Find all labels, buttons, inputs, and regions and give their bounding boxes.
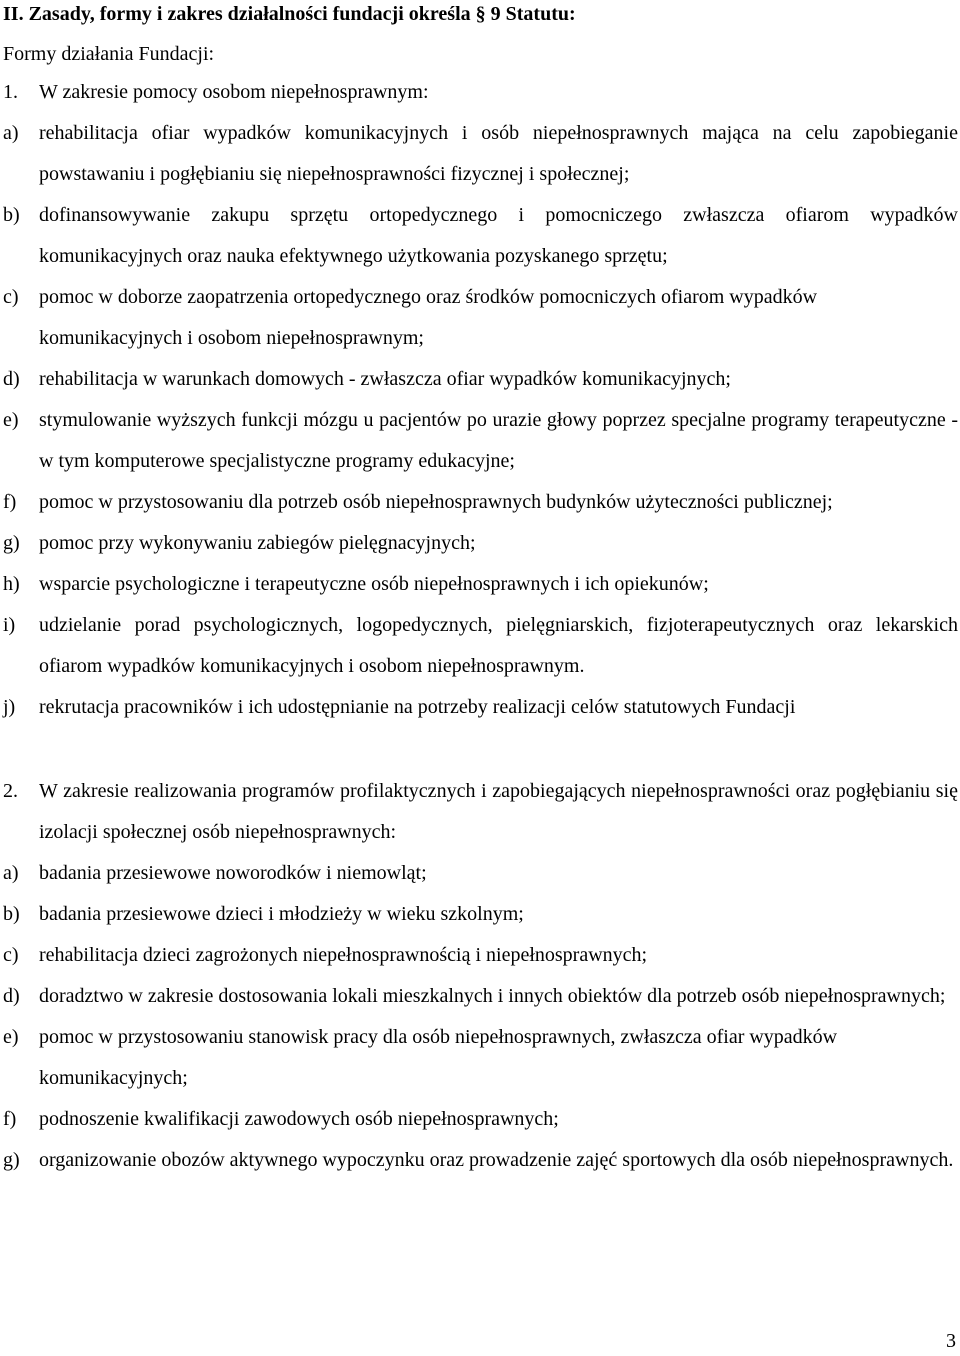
section-2-title	[0, 771, 960, 853]
list-item-text: doradztwo w zakresie dostosowania lokali mieszkalnych i innych obiektów dla potrzeb osób niepełnosprawnych;	[39, 985, 946, 1007]
list-item-text: dofinansowywanie zakupu sprzętu ortopedycznego i pomocniczego zwłaszcza ofiarom wypadków komunikacyjnych oraz nauka efektywnego użytkowania pozyskanego sprzętu;	[39, 204, 958, 267]
list-item	[0, 400, 960, 482]
list-marker: f)	[3, 491, 17, 513]
list-item	[0, 523, 960, 564]
list-marker: c)	[3, 944, 19, 966]
list-marker: a)	[3, 122, 19, 144]
list-item-text: organizowanie obozów aktywnego wypoczynku oraz prowadzenie zajęć sportowych dla osób niepełnosprawnych.	[39, 1149, 954, 1171]
list-item-text: rehabilitacja ofiar wypadków komunikacyjnych i osób niepełnosprawnych mająca na celu zapobieganie powstawaniu i pogłębianiu się niepełnosprawności fizycznej i społecznej;	[39, 122, 958, 185]
list-item-text: rehabilitacja w warunkach domowych - zwłaszcza ofiar wypadków komunikacyjnych;	[39, 368, 731, 390]
section-1	[0, 72, 960, 728]
list-item	[0, 1099, 960, 1140]
list-item	[0, 564, 960, 605]
list-item	[0, 1140, 960, 1181]
list-item	[0, 1017, 960, 1099]
list-marker: b)	[3, 204, 20, 226]
list-item-text: pomoc w doborze zaopatrzenia ortopedycznego oraz środków pomocniczych ofiarom wypadków komunikacyjnych i osobom niepełnosprawnym;	[39, 286, 818, 349]
list-marker: i)	[3, 614, 16, 636]
list-marker: g)	[3, 1149, 20, 1171]
section-1-title	[0, 72, 960, 113]
list-marker: f)	[3, 1108, 17, 1130]
section-heading: II. Zasady, formy i zakres działalności fundacji określa § 9 Statutu:	[3, 3, 576, 25]
list-marker: j)	[3, 696, 16, 718]
list-item-text: wsparcie psychologiczne i terapeutyczne osób niepełnosprawnych i ich opiekunów;	[39, 573, 709, 595]
list-marker: d)	[3, 985, 20, 1007]
list-item-text: badania przesiewowe noworodków i niemowląt;	[39, 862, 427, 884]
list-item	[0, 195, 960, 277]
list-item	[0, 113, 960, 195]
list-marker: h)	[3, 573, 20, 595]
section-2-number: 2.	[3, 780, 18, 802]
list-marker: c)	[3, 286, 19, 308]
list-item	[0, 277, 960, 359]
list-item	[0, 482, 960, 523]
list-item	[0, 687, 960, 728]
list-marker: b)	[3, 903, 20, 925]
list-marker: e)	[3, 1026, 19, 1048]
section-2	[0, 771, 960, 1181]
subheading: Formy działania Fundacji:	[3, 43, 215, 65]
list-item-text: podnoszenie kwalifikacji zawodowych osób niepełnosprawnych;	[39, 1108, 559, 1130]
list-item-text: pomoc w przystosowaniu stanowisk pracy dla osób niepełnosprawnych, zwłaszcza ofiar wypadków komunikacyjnych;	[39, 1026, 838, 1089]
section-1-title-text: W zakresie pomocy osobom niepełnosprawnym:	[39, 81, 429, 103]
list-marker: g)	[3, 532, 20, 554]
list-item	[0, 359, 960, 400]
list-item-text: stymulowanie wyższych funkcji mózgu u pacjentów po urazie głowy poprzez specjalne programy terapeutyczne - w tym komputerowe specjalistyczne programy edukacyjne;	[39, 409, 958, 472]
list-item-text: udzielanie porad psychologicznych, logopedycznych, pielęgniarskich, fizjoterapeutycznych oraz lekarskich ofiarom wypadków komunikacyjnych i osobom niepełnosprawnym.	[39, 614, 958, 677]
list-item-text: badania przesiewowe dzieci i młodzieży w wieku szkolnym;	[39, 903, 524, 925]
list-item	[0, 853, 960, 894]
list-marker: e)	[3, 409, 19, 431]
list-marker: a)	[3, 862, 19, 884]
list-item	[0, 894, 960, 935]
list-item-text: rekrutacja pracowników i ich udostępnianie na potrzeby realizacji celów statutowych Fundacji	[39, 696, 796, 718]
list-marker: d)	[3, 368, 20, 390]
section-2-title-text: W zakresie realizowania programów profilaktycznych i zapobiegających niepełnosprawności oraz pogłębianiu się izolacji społecznej osób niepełnosprawnych:	[39, 780, 958, 843]
section-1-number: 1.	[3, 81, 18, 103]
list-item-text: rehabilitacja dzieci zagrożonych niepełnosprawnością i niepełnosprawnych;	[39, 944, 648, 966]
list-item	[0, 976, 960, 1017]
page-number: 3	[946, 1330, 956, 1352]
list-item	[0, 605, 960, 687]
list-item	[0, 935, 960, 976]
list-item-text: pomoc w przystosowaniu dla potrzeb osób niepełnosprawnych budynków użyteczności publicznej;	[39, 491, 833, 513]
list-item-text: pomoc przy wykonywaniu zabiegów pielęgnacyjnych;	[39, 532, 476, 554]
